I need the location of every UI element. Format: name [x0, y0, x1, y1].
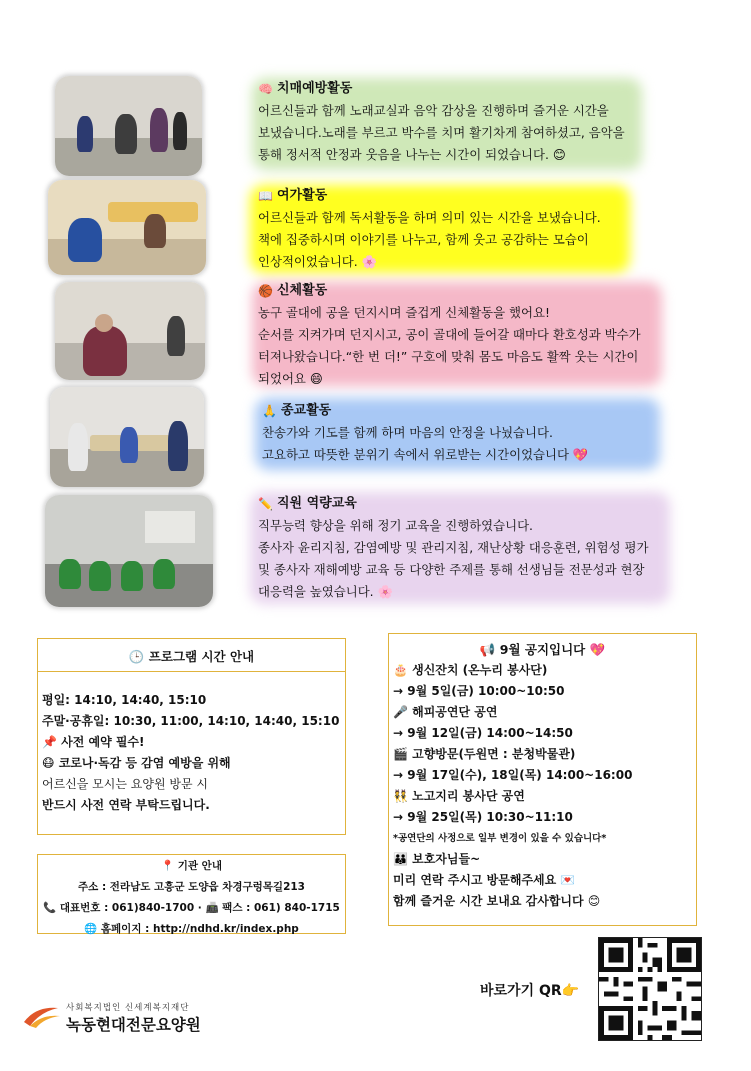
logo-facility-name: 녹동현대전문요양원 — [66, 1016, 201, 1034]
notice-title: 📢 9월 공지입니다 💖 — [479, 642, 606, 657]
september-notice-box — [388, 633, 697, 926]
guardian-message: 미리 연락 주시고 방문해주세요 💌 — [393, 873, 576, 887]
weekday-times: 평일: 14:10, 14:40, 15:10 — [42, 693, 207, 707]
qr-code-icon — [599, 938, 701, 1040]
info-homepage[interactable]: 🌐 홈페이지 : http://ndhd.kr/index.php — [84, 923, 299, 935]
activity-line: 되었어요 😄 — [258, 371, 323, 386]
activity-line: 책에 집중하시며 이야기를 나누고, 함께 웃고 공감하는 모습이 — [258, 232, 589, 247]
activity-line: 및 종사자 재해예방 교육 등 다양한 주제를 통해 선생님들 전문성과 현장 — [258, 562, 645, 577]
info-address: 주소 : 전라남도 고흥군 도양읍 차경구렁목길213 — [78, 881, 305, 893]
activity-photo — [48, 180, 206, 275]
activity-title: 직원 역량교육 — [276, 496, 357, 511]
notice-item-head: 🎬 고향방문(두원면 : 분청박물관) — [393, 747, 576, 761]
activity-line: 통해 정서적 안정과 웃음을 나누는 시간이 되었습니다. 😊 — [258, 147, 566, 162]
facility-info-box — [37, 854, 346, 934]
activity-line: 대응력을 높였습니다. 🌸 — [258, 584, 393, 599]
notice-item-head: 🎂 생신잔치 (온누리 봉사단) — [393, 663, 548, 677]
notice-item-head: 🎤 해피공연단 공연 — [393, 705, 498, 719]
activity-line: 종사자 윤리지침, 감염예방 및 관리지침, 재난상황 대응훈련, 위험성 평가 — [258, 540, 649, 555]
activity-title: 치매예방활동 — [276, 81, 353, 96]
basketball-icon: 🏀 — [258, 284, 273, 298]
brain-icon: 🧠 — [258, 82, 273, 96]
activity-title: 여가활동 — [276, 188, 328, 203]
info-phone: 📞 대표번호 : 061)840-1700 · 📠 팩스 : 061) 840-1715 — [43, 902, 340, 914]
activity-text — [258, 493, 648, 603]
activity-line: 직무능력 향상을 위해 정기 교육을 진행하였습니다. — [258, 518, 533, 533]
activity-text — [258, 185, 601, 273]
pray-icon: 🙏 — [262, 404, 277, 418]
pencil-icon: ✏️ — [258, 497, 273, 511]
notice-item-when: → 9월 25일(목) 10:30~11:10 — [393, 810, 573, 824]
activity-title: 종교활동 — [280, 403, 332, 418]
infection-prevention: 😷 코로나·독감 등 감염 예방을 위해 — [42, 756, 231, 770]
guardian-thanks: 함께 즐거운 시간 보내요 감사합니다 😊 — [393, 894, 601, 908]
schedule-title: 🕒 프로그램 시간 안내 — [128, 649, 255, 664]
activity-line: 어르신들과 함께 노래교실과 음악 감상을 진행하며 즐거운 시간을 — [258, 103, 609, 118]
notice-item-when: → 9월 17일(수), 18일(목) 14:00~16:00 — [393, 768, 633, 782]
notice-item-head: 👯 노고지리 봉사단 공연 — [393, 789, 525, 803]
reservation-required: 📌 사전 예약 필수! — [42, 735, 145, 749]
notice-item-when: → 9월 5일(금) 10:00~10:50 — [393, 684, 565, 698]
visit-contact-note: 반드시 사전 연락 부탁드립니다. — [42, 798, 210, 812]
activity-line: 찬송가와 기도를 함께 하며 마음의 안정을 나눴습니다. — [262, 425, 553, 440]
guardian-greeting: 👪 보호자님들~ — [393, 852, 481, 866]
weekend-times: 주말·공휴일: 10:30, 11:00, 14:10, 14:40, 15:10 — [42, 714, 340, 728]
activity-photo — [55, 282, 205, 380]
logo-icon — [22, 1002, 62, 1030]
activity-text — [258, 280, 641, 390]
activity-line: 어르신들과 함께 독서활동을 하며 의미 있는 시간을 보냈습니다. — [258, 210, 601, 225]
program-schedule-box — [37, 638, 346, 835]
activity-photo — [50, 387, 204, 487]
qr-code[interactable] — [598, 937, 702, 1041]
logo-foundation-name: 사회복지법인 신세계복지재단 — [66, 1003, 190, 1013]
notice-item-when: → 9월 12일(금) 14:00~14:50 — [393, 726, 573, 740]
activity-title: 신체활동 — [276, 283, 328, 298]
activity-line: 고요하고 따뜻한 분위기 속에서 위로받는 시간이었습니다 💖 — [262, 447, 589, 462]
activity-line: 농구 골대에 공을 던지시며 즐겁게 신체활동을 했어요! — [258, 305, 550, 320]
book-icon: 📖 — [258, 189, 273, 203]
info-title: 📍 기관 안내 — [161, 860, 222, 872]
activity-line: 보냈습니다.노래를 부르고 박수를 치며 활기차게 참여하셨고, 음악을 — [258, 125, 625, 140]
activity-photo — [45, 495, 213, 607]
visit-note: 어르신을 모시는 요양원 방문 시 — [42, 777, 208, 791]
notice-footnote: *공연단의 사정으로 일부 변경이 있을 수 있습니다* — [393, 833, 607, 844]
activity-text — [258, 78, 625, 166]
activity-line: 순서를 지켜가며 던지시고, 공이 골대에 들어갈 때마다 환호성과 박수가 — [258, 327, 641, 342]
activity-line: 인상적이었습니다. 🌸 — [258, 254, 378, 269]
qr-label: 바로가기 QR👉 — [480, 983, 580, 999]
activity-line: 터져나왔습니다.“한 번 더!” 구호에 맞춰 몸도 마음도 활짝 웃는 시간이 — [258, 349, 639, 364]
activity-text — [262, 400, 588, 466]
activity-photo — [55, 76, 202, 176]
